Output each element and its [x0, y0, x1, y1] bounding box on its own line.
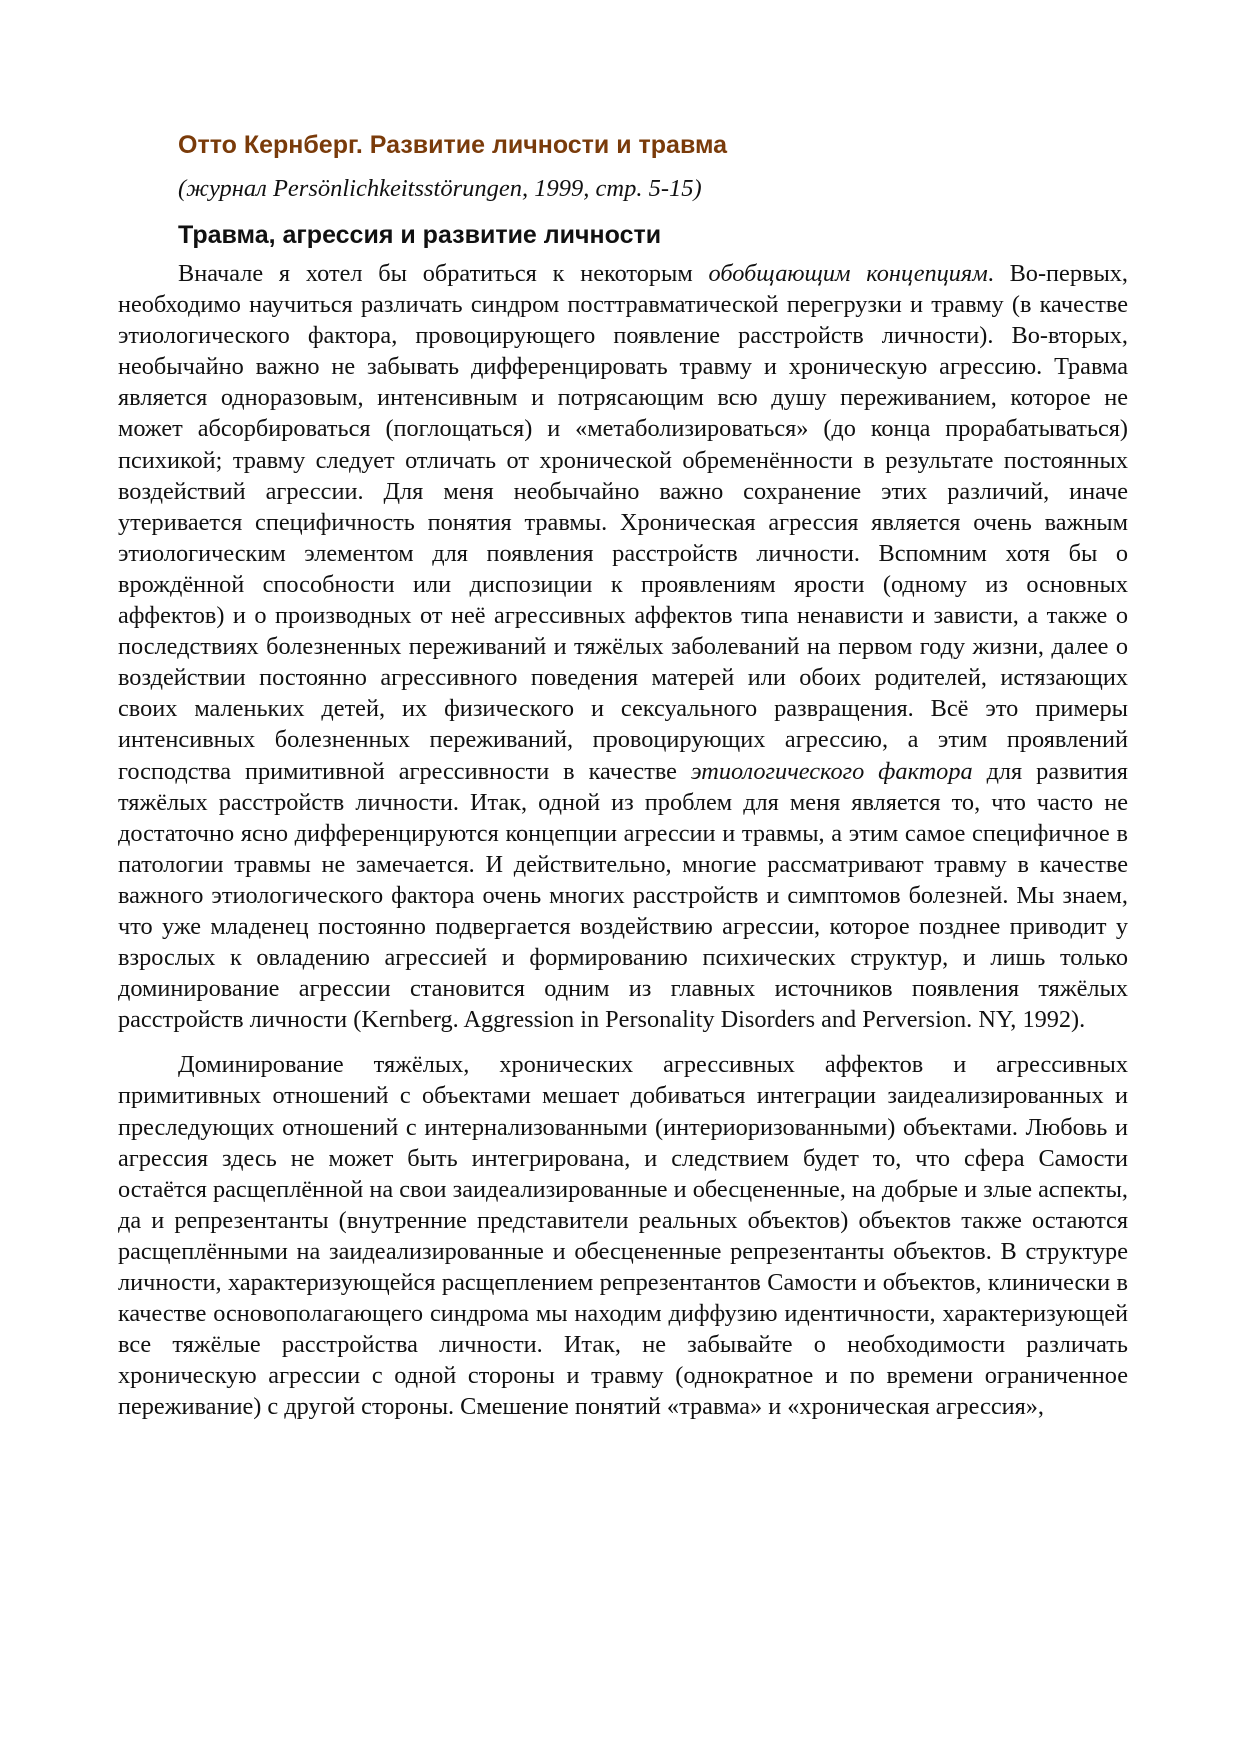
paragraph-1: [118, 258, 1128, 1035]
paragraph-1-text-a: Вначале я хотел бы обратиться к некоторым: [178, 260, 709, 287]
document-subtitle: (журнал Persönlichkeitsstörungen, 1999, стр. 5-15): [178, 175, 702, 202]
document-page: [118, 128, 1128, 1422]
document-title: Отто Кернберг. Развитие личности и травма: [178, 131, 728, 159]
paragraph-1-text-c: для развития тяжёлых расстройств личности. Итак, одной из проблем для меня является то, что часто не достаточно ясно дифференцируются концепции агрессии и травмы, а этим самое специфичное в патологии травмы не замечается. И действительно, многие рассматривают травму в качестве важного этиологического фактора очень многих расстройств и симптомов болезней. Мы знаем, что уже младенец постоянно подвергается воздействию агрессии, которое позднее приводит у взрослых к овладению агрессией и формированию психических структур, и лишь только доминирование агрессии становится одним из главных источников появления тяжёлых расстройств личности (Kernberg. Aggression in Personality Disorders and Perversion. NY, 1992).: [118, 757, 1128, 1034]
paragraph-1-emphasis-etiological-factor: этиологического фактора: [690, 757, 973, 785]
section-heading: Травма, агрессия и развитие личности: [178, 221, 662, 249]
paragraph-1-emphasis-generalizing-concepts: обобщающим концепциям: [708, 260, 988, 287]
paragraph-1-text-b: . Во-первых, необходимо научиться различать синдром посттравматической перегрузки и травму (в качестве этиологического фактора, провоцирующего появление расстройств личности). Во-вторых, необычайно важно не забывать дифференцировать травму и хроническую агрессию. Травма является одноразовым, интенсивным и потрясающим всю душу переживанием, которое не может абсорбироваться (поглощаться) и «метаболизироваться» (до конца прорабатываться) психикой; травму следует отличать от хронической обременённости в результате постоянных воздействий агрессии. Для меня необычайно важно сохранение этих различий, иначе утеривается специфичность понятия травмы. Хроническая агрессия является очень важным этиологическим элементом для появления расстройств личности. Вспомним хотя бы о врождённой способности или диспозиции к проявлениям ярости (одному из основных аффектов) и о производных от неё агрессивных аффектов типа ненависти и зависти, а также о последствиях болезненных переживаний и тяжёлых заболеваний на первом году жизни, далее о воздействии постоянно агрессивного поведения матерей или обоих родителей, истязающих своих маленьких детей, их физического и сексуального развращения. Всё это примеры интенсивных болезненных переживаний, провоцирующих агрессию, а этим проявлений господства примитивной агрессивности в качестве: [118, 260, 1128, 785]
paragraph-2: Доминирование тяжёлых, хронических агрессивных аффектов и агрессивных примитивных отношений с объектами мешает добиваться интеграции заидеализированных и преследующих отношений с интернализованными (интериоризованными) объектами. Любовь и агрессия здесь не может быть интегрирована, и следствием будет то, что сфера Самости остаётся расщеплённой на свои заидеализированные и обесцененные, на добрые и злые аспекты, да и репрезентанты (внутренние представители реальных объектов) объектов также остаются расщеплёнными на заидеализированные и обесцененные репрезентанты объектов. В структуре личности, характеризующейся расщеплением репрезентантов Самости и объектов, клинически в качестве основополагающего синдрома мы находим диффузию идентичности, характеризующей все тяжёлые расстройства личности. Итак, не забывайте о необходимости различать хроническую агрессии с одной стороны и травму (однократное и по времени ограниченное переживание) с другой стороны. Смешение понятий «травма» и «хроническая агрессия»,: [118, 1051, 1128, 1421]
